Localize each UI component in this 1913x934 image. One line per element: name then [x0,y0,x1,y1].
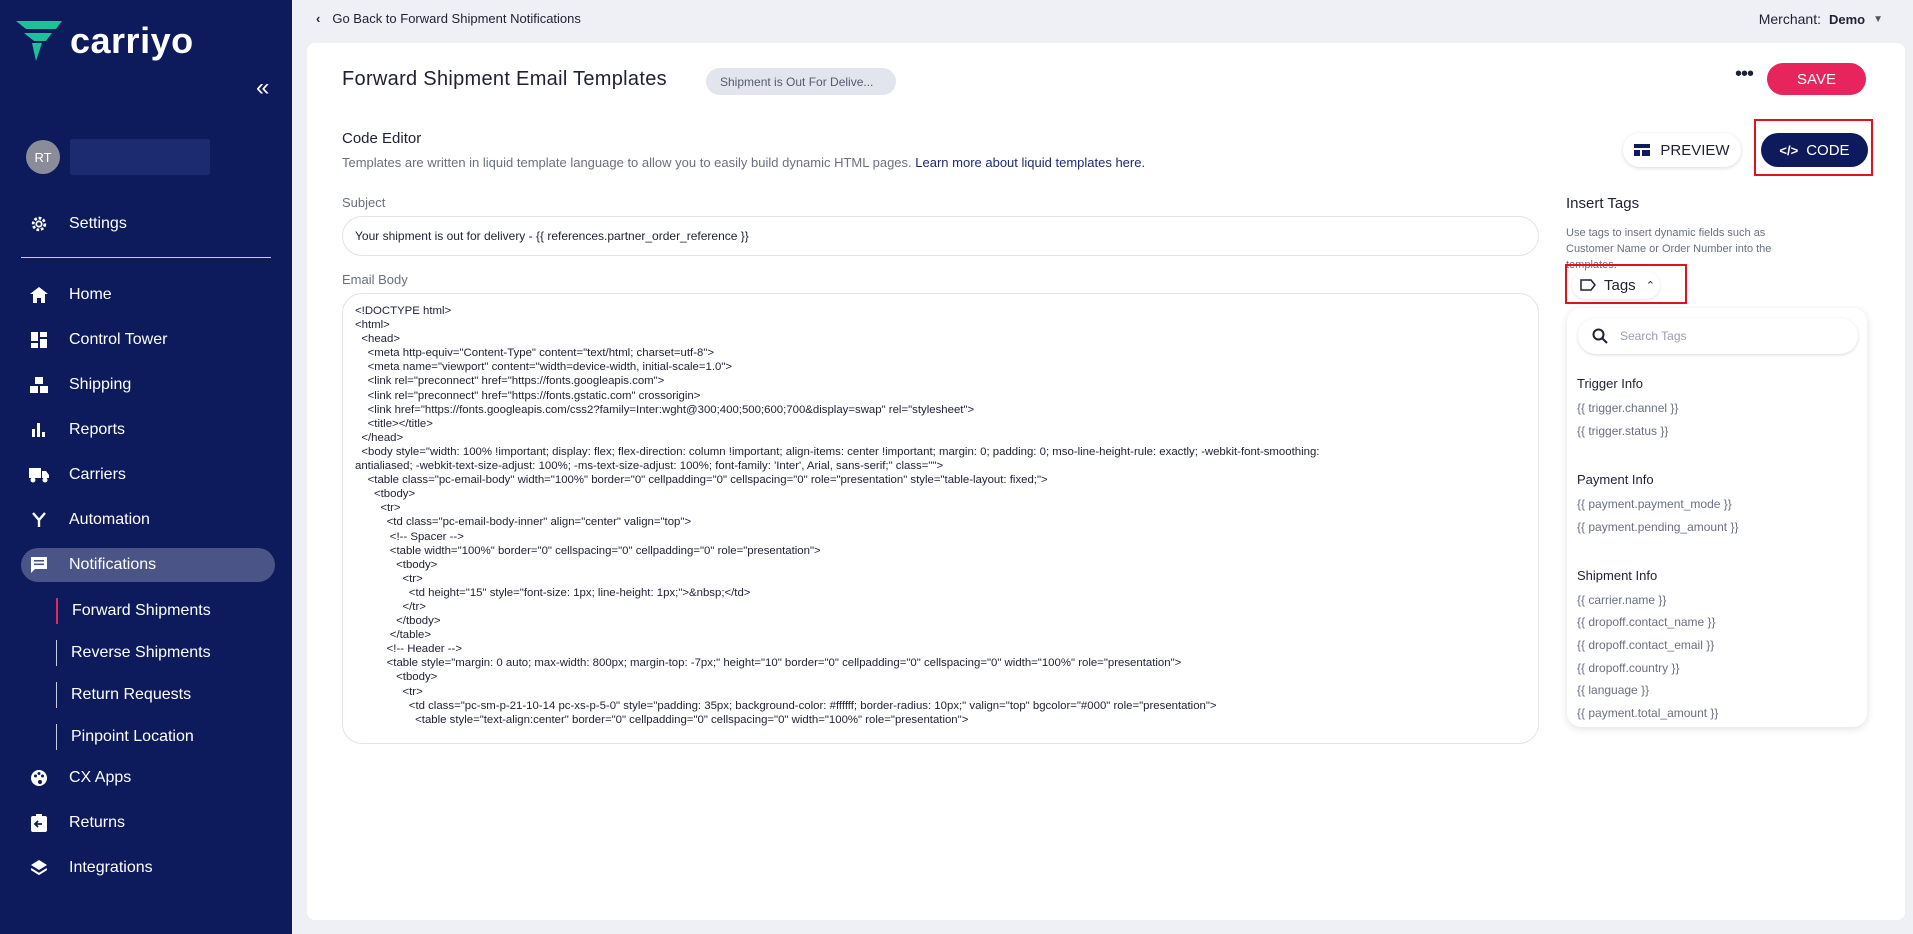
home-icon [28,284,50,306]
merchant-selector[interactable] [1759,11,1883,27]
code-content [355,304,1478,727]
code-line: <td height="15" style="font-size: 1px; line-height: 1px;">&nbsp;</td> [355,586,751,599]
sidebar-subitem-label: Reverse Shipments [71,644,211,661]
boxes-icon [28,374,50,396]
insert-tags-description: Use tags to insert dynamic fields such as Customer Name or Order Number into the templates. [1566,227,1772,271]
code-line: <tbody> [355,671,438,684]
sidebar-item-label: Returns [69,814,126,831]
sidebar-item-label: Automation [69,511,150,528]
code-line: <body style="width: 100% !important; display: flex; flex-direction: column !important; align-items: center !important; margin: 0; padding: 0; mso-line-height-rule: exactly; -webkit-font-smoothing: [355,445,1320,458]
tag-item[interactable]: {{ dropoff.country }} [1577,661,1680,675]
sidebar-item-integrations[interactable] [21,851,275,885]
code-line: <link href="https://fonts.googleapis.com/css2?family=Inter:wght@300;400;500;600;700&display=swap" rel="stylesheet"> [355,403,975,416]
code-editor-title: Code Editor [342,130,422,147]
tags-button-label: Tags [1604,276,1636,294]
code-line: <tbody> [355,558,438,571]
chevron-up-icon: ⌃ [1645,279,1655,292]
tag-item[interactable]: {{ payment.pending_amount }} [1577,520,1739,534]
caret-down-icon: ▼ [1873,13,1883,25]
sidebar-item-label: CX Apps [69,769,132,786]
sidebar-item-shipping[interactable] [21,368,275,402]
code-line: <!-- Spacer --> [355,530,464,543]
sidebar-item-control-tower[interactable] [21,323,275,357]
fork-icon [28,509,50,531]
code-line: <title></title> [355,417,433,430]
merchant-value: Demo [1828,11,1866,27]
sidebar-item-reports[interactable] [21,413,275,447]
preview-icon [1634,144,1650,156]
sidebar-subitem-label: Return Requests [71,686,192,703]
user-profile[interactable] [26,139,210,175]
preview-button-label: PREVIEW [1660,141,1730,159]
tag-item[interactable]: {{ trigger.status }} [1577,424,1669,438]
sidebar-item-returns[interactable] [21,806,275,840]
sidebar-item-label: Shipping [69,376,132,393]
palette-icon [28,767,50,789]
code-line: <meta name="viewport" content="width=device-width, initial-scale=1.0"> [355,361,733,374]
tag-item[interactable]: {{ payment.payment_mode }} [1577,497,1732,511]
code-line: antialiased; -webkit-text-size-adjust: 100%; -ms-text-size-adjust: 100%; font-family: 'Inter', Arial, sans-serif;" class=""> [355,460,944,473]
carriyo-logo-icon [16,21,62,61]
tags-dropdown-panel [1567,308,1867,727]
code-editor-description [342,155,1145,170]
tag-group-title: Shipment Info [1577,568,1658,583]
code-line: </head> [355,431,404,444]
sidebar-item-settings[interactable] [21,207,275,241]
tags-search-field[interactable] [1578,318,1858,354]
tag-item[interactable]: {{ trigger.channel }} [1577,401,1679,415]
tag-item[interactable]: {{ dropoff.contact_name }} [1577,615,1716,629]
code-line: <tbody> [355,488,416,501]
message-icon [28,554,50,576]
bar-chart-icon [28,419,50,441]
sidebar-item-cx-apps[interactable] [21,761,275,795]
sidebar-item-home[interactable] [21,278,275,312]
more-options-icon[interactable]: ••• [1734,63,1753,85]
avatar: RT [26,140,60,174]
gear-icon [28,213,50,235]
insert-tags-title: Insert Tags [1566,195,1640,212]
user-name-redacted [70,139,210,175]
trigger-status-value: Shipment is Out For Delive... [720,74,874,89]
layers-icon [28,857,50,879]
subject-label: Subject [342,195,386,210]
sidebar-item-notifications[interactable] [21,548,275,582]
sidebar-subitem-label: Forward Shipments [72,602,211,619]
code-button-label: CODE [1806,141,1850,159]
code-line: <link rel="preconnect" href="https://fonts.gstatic.com" crossorigin> [355,389,701,402]
sidebar-item-label: Notifications [69,556,157,573]
tags-dropdown-button[interactable] [1572,271,1660,299]
code-line: <td class="pc-sm-p-21-10-14 pc-xs-p-5-0" style="padding: 35px; background-color: #ffffff; border-radius: 10px;" valign="top" bgcolor="#000" role="presentation"> [355,699,1217,712]
email-body-label: Email Body [342,272,408,287]
code-line: <tr> [355,572,423,585]
sidebar-item-label: Home [69,286,112,303]
sidebar-subitem-label: Pinpoint Location [71,728,194,745]
code-editor-description-text: Templates are written in liquid template language to allow you to easily build dynamic HTML pages. [342,155,912,170]
sidebar-subitem-forward-shipments[interactable] [56,598,211,624]
sidebar-item-label: Carriers [69,466,126,483]
code-line: </tbody> [355,615,441,628]
sidebar [0,0,292,934]
brand-name: carriyo [70,20,194,61]
sidebar-item-automation[interactable] [21,503,275,537]
code-line: <table class="pc-email-body" width="100%" border="0" cellpadding="0" cellspacing="0" role="presentation" style="table-layout: fixed;"> [355,474,1048,487]
code-line: <html> [355,319,390,332]
save-button[interactable]: SAVE [1767,63,1866,95]
sidebar-subitem-reverse-shipments[interactable] [56,640,211,666]
learn-more-link[interactable]: Learn more about liquid templates here. [915,155,1146,170]
search-tags-input[interactable] [1620,329,1840,343]
back-link[interactable] [316,11,581,26]
subject-value: Your shipment is out for delivery - {{ references.partner_order_reference }} [355,229,749,243]
code-line: </tr> [355,600,426,613]
tag-item[interactable]: {{ payment.total_amount }} [1577,706,1719,720]
tag-group-title: Payment Info [1577,472,1654,487]
email-body-editor[interactable] [342,293,1539,744]
sidebar-subitem-pinpoint-location[interactable] [56,724,194,750]
back-link-label: Go Back to Forward Shipment Notifications [332,11,581,26]
code-line: <tr> [355,685,423,698]
trigger-status-select[interactable] [706,68,896,95]
chevron-left-icon: ‹ [316,11,321,26]
preview-button[interactable] [1623,133,1741,167]
code-line: <link rel="preconnect" href="https://fonts.googleapis.com"> [355,375,665,388]
code-line: <table width="100%" border="0" cellspacing="0" cellpadding="0" role="presentation"> [355,544,821,557]
sidebar-item-label: Settings [69,215,127,232]
collapse-sidebar-icon[interactable]: « [256,74,270,101]
carriyo-logo[interactable] [16,20,194,62]
code-icon: </> [1779,142,1799,158]
dashboard-icon [28,329,50,351]
tag-item[interactable]: {{ language }} [1577,683,1650,697]
sidebar-item-label: Integrations [69,859,153,876]
merchant-label: Merchant: [1758,11,1821,27]
return-icon [28,812,50,834]
subject-input[interactable] [342,216,1539,256]
code-button[interactable] [1761,133,1868,167]
tag-item[interactable]: {{ carrier.name }} [1577,593,1667,607]
tag-group-title: Trigger Info [1577,376,1643,391]
sidebar-item-label: Reports [69,421,126,438]
sidebar-subitem-return-requests[interactable] [56,682,191,708]
sidebar-divider [21,257,271,258]
tag-item[interactable]: {{ dropoff.contact_email }} [1577,638,1715,652]
code-line: <meta http-equiv="Content-Type" content="text/html; charset=utf-8"> [355,347,715,360]
code-line: <table style="margin: 0 auto; max-width: 800px; margin-top: -7px;" height="10" border="0" cellpadding="0" cellspacing="0" width="100%" role="presentation"> [355,657,1182,670]
code-line: <td class="pc-email-body-inner" align="center" valign="top"> [355,516,692,529]
sidebar-item-carriers[interactable] [21,458,275,492]
code-line: <!DOCTYPE html> [355,305,452,317]
search-icon [1592,328,1608,344]
code-line: </table> [355,629,431,642]
page-title: Forward Shipment Email Templates [342,68,667,90]
tag-icon [1580,279,1596,291]
code-line: <!-- Header --> [355,643,462,656]
truck-icon [28,464,50,486]
code-line: <tr> [355,502,401,515]
sidebar-item-label: Control Tower [69,331,168,348]
code-line: <head> [355,333,400,346]
code-line: <table style="text-align:center" border="0" cellpadding="0" cellspacing="0" width="100%" role="presentation"> [355,713,969,726]
